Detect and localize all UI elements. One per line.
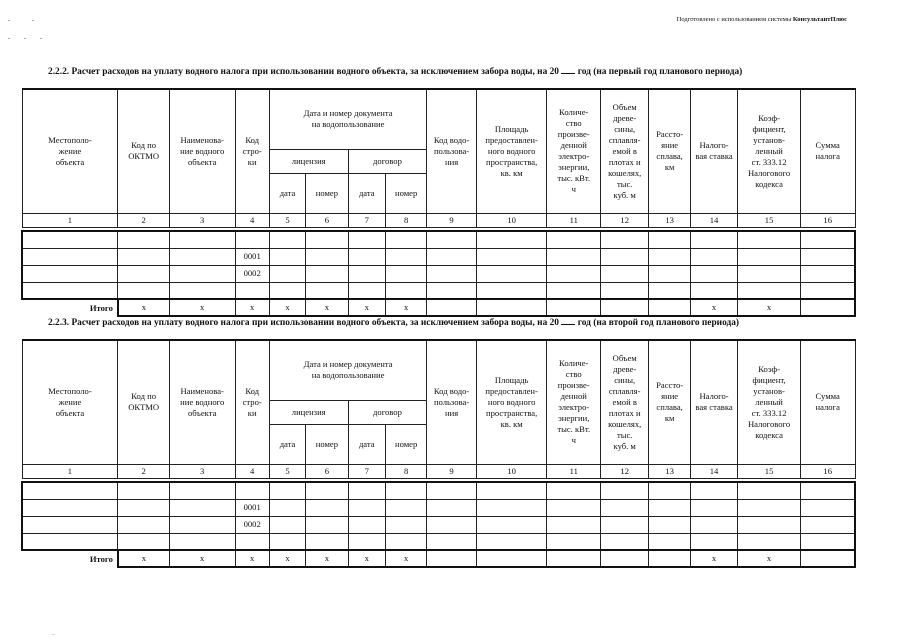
line-code-cell[interactable]: [235, 533, 269, 550]
data-cell[interactable]: [118, 231, 169, 248]
data-cell[interactable]: [306, 248, 348, 265]
data-cell[interactable]: [547, 482, 601, 499]
data-cell[interactable]: [800, 265, 855, 282]
total-cell[interactable]: [800, 299, 855, 316]
column-number-cell: 7: [348, 464, 385, 478]
data-cell[interactable]: [385, 516, 426, 533]
data-cell[interactable]: [348, 482, 385, 499]
data-cell[interactable]: [738, 516, 801, 533]
total-label: Итого: [22, 550, 118, 567]
data-cell[interactable]: [800, 248, 855, 265]
data-cell[interactable]: [22, 482, 118, 499]
data-cell[interactable]: [649, 533, 690, 550]
header-contract: договор: [348, 149, 427, 173]
data-cell[interactable]: [306, 482, 348, 499]
data-cell[interactable]: [169, 499, 235, 516]
section-title-text: год (на первый год планового периода): [577, 67, 743, 77]
total-not-applicable-cell: х: [385, 299, 426, 316]
data-cell[interactable]: [306, 282, 348, 299]
data-cell[interactable]: [385, 248, 426, 265]
data-cell[interactable]: [348, 282, 385, 299]
line-code-cell[interactable]: [235, 231, 269, 248]
header-oktmo: Код по ОКТМО: [118, 340, 169, 464]
column-number-cell: 10: [476, 464, 547, 478]
data-cell[interactable]: [118, 482, 169, 499]
header-line-code: Код стро- ки: [235, 340, 269, 464]
data-cell[interactable]: [306, 516, 348, 533]
header-distance: Рассто- яние сплава, км: [649, 340, 690, 464]
total-cell[interactable]: [600, 299, 648, 316]
data-cell[interactable]: [690, 499, 737, 516]
data-cell[interactable]: [385, 282, 426, 299]
line-code-cell[interactable]: 0001: [235, 499, 269, 516]
data-cell[interactable]: [738, 248, 801, 265]
line-code-cell[interactable]: 0001: [235, 248, 269, 265]
data-cell[interactable]: [169, 516, 235, 533]
total-not-applicable-cell: х: [269, 299, 305, 316]
header-wood-volume: Объем древе- сины, сплавля- емой в плотах и кошелях, тыс. куб. м: [600, 340, 648, 464]
data-cell[interactable]: [800, 516, 855, 533]
data-cell[interactable]: [269, 231, 305, 248]
data-cell[interactable]: [476, 533, 547, 550]
data-cell[interactable]: [547, 282, 601, 299]
data-cell[interactable]: [385, 265, 426, 282]
column-number-cell: 4: [235, 464, 269, 478]
total-not-applicable-cell: х: [118, 550, 169, 567]
data-cell[interactable]: [600, 231, 648, 248]
header-document-group: Дата и номер документа на водопользование: [269, 340, 427, 400]
data-cell[interactable]: [348, 231, 385, 248]
table-row: [22, 533, 855, 550]
data-cell[interactable]: [800, 499, 855, 516]
header-contract-number: номер: [385, 173, 426, 213]
data-cell[interactable]: [547, 265, 601, 282]
data-cell[interactable]: [738, 231, 801, 248]
total-not-applicable-cell: х: [169, 299, 235, 316]
data-cell[interactable]: [306, 499, 348, 516]
column-number-cell: 2: [118, 213, 169, 227]
total-not-applicable-cell: х: [738, 299, 801, 316]
data-cell[interactable]: [348, 516, 385, 533]
data-cell[interactable]: [118, 248, 169, 265]
data-cell[interactable]: [690, 516, 737, 533]
total-not-applicable-cell: х: [690, 550, 737, 567]
total-not-applicable-cell: х: [235, 299, 269, 316]
column-number-cell: 8: [385, 213, 426, 227]
table-row: [22, 231, 855, 248]
header-license-number: номер: [306, 424, 348, 464]
data-cell[interactable]: [547, 499, 601, 516]
column-number-cell: 12: [600, 464, 648, 478]
data-cell[interactable]: [348, 533, 385, 550]
table-row: [22, 499, 855, 516]
header-wood-volume: Объем древе- сины, сплавля- емой в плотах и кошелях, тыс. куб. м: [600, 89, 648, 213]
column-number-cell: 16: [800, 464, 855, 478]
data-cell[interactable]: [385, 482, 426, 499]
total-cell[interactable]: [800, 550, 855, 567]
header-license-date: дата: [269, 424, 305, 464]
column-number-cell: 11: [547, 213, 601, 227]
header-document-group: Дата и номер документа на водопользование: [269, 89, 427, 149]
header-line-code: Код стро- ки: [235, 89, 269, 213]
data-cell[interactable]: [649, 248, 690, 265]
header-license: лицензия: [269, 400, 348, 424]
total-cell[interactable]: [427, 550, 476, 567]
total-not-applicable-cell: х: [306, 299, 348, 316]
data-cell[interactable]: [649, 499, 690, 516]
column-number-cell: 5: [269, 464, 305, 478]
data-cell[interactable]: [738, 499, 801, 516]
data-cell[interactable]: [22, 282, 118, 299]
column-number-cell: 3: [169, 464, 235, 478]
data-cell[interactable]: [385, 231, 426, 248]
data-cell[interactable]: [385, 533, 426, 550]
data-cell[interactable]: [690, 248, 737, 265]
header-area: Площадь предоставлен- ного водного пространства, кв. км: [476, 340, 547, 464]
total-not-applicable-cell: х: [269, 550, 305, 567]
column-number-cell: 13: [649, 464, 690, 478]
water-tax-table: [21, 339, 856, 568]
column-number-cell: 1: [22, 464, 118, 478]
data-cell[interactable]: [476, 499, 547, 516]
data-cell[interactable]: [800, 282, 855, 299]
data-cell[interactable]: [427, 516, 476, 533]
data-cell[interactable]: [22, 265, 118, 282]
column-number-cell: 9: [427, 213, 476, 227]
data-cell[interactable]: [476, 265, 547, 282]
data-cell[interactable]: [427, 533, 476, 550]
total-cell[interactable]: [476, 299, 547, 316]
header-use-code: Код водо- пользова- ния: [427, 89, 476, 213]
data-cell[interactable]: [269, 533, 305, 550]
data-cell[interactable]: [600, 482, 648, 499]
data-cell[interactable]: [118, 282, 169, 299]
column-number-cell: 15: [738, 213, 801, 227]
line-code-cell[interactable]: [235, 282, 269, 299]
total-cell[interactable]: [427, 299, 476, 316]
column-number-cell: 6: [306, 213, 348, 227]
column-numbers-row: [22, 213, 855, 227]
header-coefficient: Коэф- фициент, установ- ленный ст. 333.12 Налогового кодекса: [738, 89, 801, 213]
data-cell[interactable]: [690, 265, 737, 282]
table-row: [22, 516, 855, 533]
data-cell[interactable]: [738, 265, 801, 282]
section-title-2: [48, 315, 739, 328]
data-cell[interactable]: [269, 282, 305, 299]
column-number-cell: 6: [306, 464, 348, 478]
data-cell[interactable]: [690, 533, 737, 550]
total-cell[interactable]: [600, 550, 648, 567]
data-cell[interactable]: [600, 282, 648, 299]
column-number-cell: 14: [690, 464, 737, 478]
section-title-text: 2.2.2. Расчет расходов на уплату водного налога при использовании водного объекта, за исключением забора воды, на 20: [48, 67, 559, 77]
total-not-applicable-cell: х: [738, 550, 801, 567]
data-cell[interactable]: [427, 482, 476, 499]
header-note-brand: КонсультантПлюс: [792, 16, 847, 23]
data-cell[interactable]: [118, 533, 169, 550]
total-cell[interactable]: [649, 550, 690, 567]
total-cell[interactable]: [476, 550, 547, 567]
data-cell[interactable]: [306, 533, 348, 550]
data-cell[interactable]: [600, 499, 648, 516]
data-cell[interactable]: [269, 265, 305, 282]
data-cell[interactable]: [649, 265, 690, 282]
data-cell[interactable]: [600, 533, 648, 550]
data-cell[interactable]: [169, 265, 235, 282]
header-contract-date: дата: [348, 173, 385, 213]
data-cell[interactable]: [269, 482, 305, 499]
data-cell[interactable]: [690, 231, 737, 248]
total-cell[interactable]: [547, 550, 601, 567]
section-title-text: 2.2.3. Расчет расходов на уплату водного налога при использовании водного объекта, за исключением забора воды, на 20: [48, 318, 559, 328]
water-tax-table-2: [21, 339, 856, 568]
data-cell[interactable]: [169, 231, 235, 248]
header-water-body-name: Наименова- ние водного объекта: [169, 340, 235, 464]
table-row: [22, 248, 855, 265]
data-cell[interactable]: [649, 231, 690, 248]
header-use-code: Код водо- пользова- ния: [427, 340, 476, 464]
data-cell[interactable]: [476, 482, 547, 499]
data-cell[interactable]: [649, 482, 690, 499]
data-cell[interactable]: [476, 248, 547, 265]
header-contract: договор: [348, 400, 427, 424]
data-cell[interactable]: [427, 248, 476, 265]
column-number-cell: 2: [118, 464, 169, 478]
data-cell[interactable]: [118, 499, 169, 516]
data-cell[interactable]: [476, 516, 547, 533]
data-cell[interactable]: [649, 282, 690, 299]
data-cell[interactable]: [547, 533, 601, 550]
data-cell[interactable]: [476, 231, 547, 248]
column-number-cell: 4: [235, 213, 269, 227]
data-cell[interactable]: [348, 499, 385, 516]
data-cell[interactable]: [690, 482, 737, 499]
header-tax-rate: Налого- вая ставка: [690, 340, 737, 464]
header-note-prefix: Подготовлено с использованием системы: [676, 16, 793, 23]
column-number-cell: 9: [427, 464, 476, 478]
data-cell[interactable]: [306, 265, 348, 282]
header-license-date: дата: [269, 173, 305, 213]
total-not-applicable-cell: х: [690, 299, 737, 316]
data-cell[interactable]: [547, 231, 601, 248]
section-title-1: [48, 64, 742, 77]
data-cell[interactable]: [118, 265, 169, 282]
section-title-text: год (на второй год планового периода): [577, 318, 740, 328]
column-number-cell: 15: [738, 464, 801, 478]
data-cell[interactable]: [600, 516, 648, 533]
line-code-cell[interactable]: [235, 482, 269, 499]
data-cell[interactable]: [738, 482, 801, 499]
total-row: [22, 299, 855, 316]
data-cell[interactable]: [476, 282, 547, 299]
data-cell[interactable]: [169, 533, 235, 550]
header-energy: Количе- ство произве- денной электро- энергии, тыс. кВт. ч: [547, 89, 601, 213]
header-oktmo: Код по ОКТМО: [118, 89, 169, 213]
column-number-cell: 3: [169, 213, 235, 227]
total-cell[interactable]: [547, 299, 601, 316]
column-number-cell: 10: [476, 213, 547, 227]
total-not-applicable-cell: х: [118, 299, 169, 316]
data-cell[interactable]: [22, 248, 118, 265]
header-tax-rate: Налого- вая ставка: [690, 89, 737, 213]
line-code-cell[interactable]: 0002: [235, 265, 269, 282]
header-distance: Рассто- яние сплава, км: [649, 89, 690, 213]
data-cell[interactable]: [306, 231, 348, 248]
header-tax-sum: Сумма налога: [800, 89, 855, 213]
header-contract-number: номер: [385, 424, 426, 464]
water-tax-table-1: [21, 88, 856, 317]
column-number-cell: 1: [22, 213, 118, 227]
data-cell[interactable]: [348, 248, 385, 265]
column-number-cell: 12: [600, 213, 648, 227]
header-license-number: номер: [306, 173, 348, 213]
data-cell[interactable]: [800, 231, 855, 248]
data-cell[interactable]: [800, 482, 855, 499]
data-cell[interactable]: [169, 282, 235, 299]
header-coefficient: Коэф- фициент, установ- ленный ст. 333.12 Налогового кодекса: [738, 340, 801, 464]
scan-artifact: . . .: [8, 32, 48, 41]
total-label: Итого: [22, 299, 118, 316]
column-number-cell: 7: [348, 213, 385, 227]
column-number-cell: 8: [385, 464, 426, 478]
data-cell[interactable]: [22, 231, 118, 248]
table-row: [22, 482, 855, 499]
data-cell[interactable]: [269, 248, 305, 265]
header-license: лицензия: [269, 149, 348, 173]
table-row: [22, 265, 855, 282]
data-cell[interactable]: [385, 499, 426, 516]
data-cell[interactable]: [348, 265, 385, 282]
column-number-cell: 11: [547, 464, 601, 478]
total-not-applicable-cell: х: [235, 550, 269, 567]
column-number-cell: 13: [649, 213, 690, 227]
header-location: Местополо- жение объекта: [22, 89, 118, 213]
total-not-applicable-cell: х: [348, 299, 385, 316]
data-cell[interactable]: [22, 516, 118, 533]
column-numbers-row: [22, 464, 855, 478]
water-tax-table: [21, 88, 856, 317]
total-not-applicable-cell: х: [385, 550, 426, 567]
data-cell[interactable]: [169, 248, 235, 265]
data-cell[interactable]: [547, 516, 601, 533]
header-note: [677, 16, 847, 23]
line-code-cell[interactable]: 0002: [235, 516, 269, 533]
data-cell[interactable]: [269, 499, 305, 516]
total-cell[interactable]: [649, 299, 690, 316]
year-blank: [561, 315, 575, 325]
total-not-applicable-cell: х: [169, 550, 235, 567]
total-not-applicable-cell: х: [348, 550, 385, 567]
scan-artifact: . .: [8, 14, 44, 23]
header-tax-sum: Сумма налога: [800, 340, 855, 464]
data-cell[interactable]: [22, 533, 118, 550]
data-cell[interactable]: [649, 516, 690, 533]
data-cell[interactable]: [690, 282, 737, 299]
data-cell[interactable]: [738, 282, 801, 299]
data-cell[interactable]: [427, 231, 476, 248]
data-cell[interactable]: [800, 533, 855, 550]
table-row: [22, 282, 855, 299]
data-cell[interactable]: [427, 499, 476, 516]
column-number-cell: 5: [269, 213, 305, 227]
data-cell[interactable]: [600, 265, 648, 282]
column-number-cell: 16: [800, 213, 855, 227]
scan-artifact: –: [52, 632, 55, 638]
data-cell[interactable]: [547, 248, 601, 265]
data-cell[interactable]: [269, 516, 305, 533]
data-cell[interactable]: [600, 248, 648, 265]
total-not-applicable-cell: х: [306, 550, 348, 567]
data-cell[interactable]: [427, 282, 476, 299]
header-location: Местополо- жение объекта: [22, 340, 118, 464]
year-blank: [561, 64, 575, 74]
data-cell[interactable]: [118, 516, 169, 533]
data-cell[interactable]: [427, 265, 476, 282]
header-water-body-name: Наименова- ние водного объекта: [169, 89, 235, 213]
data-cell[interactable]: [738, 533, 801, 550]
header-contract-date: дата: [348, 424, 385, 464]
header-area: Площадь предоставлен- ного водного пространства, кв. км: [476, 89, 547, 213]
header-energy: Количе- ство произве- денной электро- энергии, тыс. кВт. ч: [547, 340, 601, 464]
data-cell[interactable]: [22, 499, 118, 516]
data-cell[interactable]: [169, 482, 235, 499]
column-number-cell: 14: [690, 213, 737, 227]
total-row: [22, 550, 855, 567]
